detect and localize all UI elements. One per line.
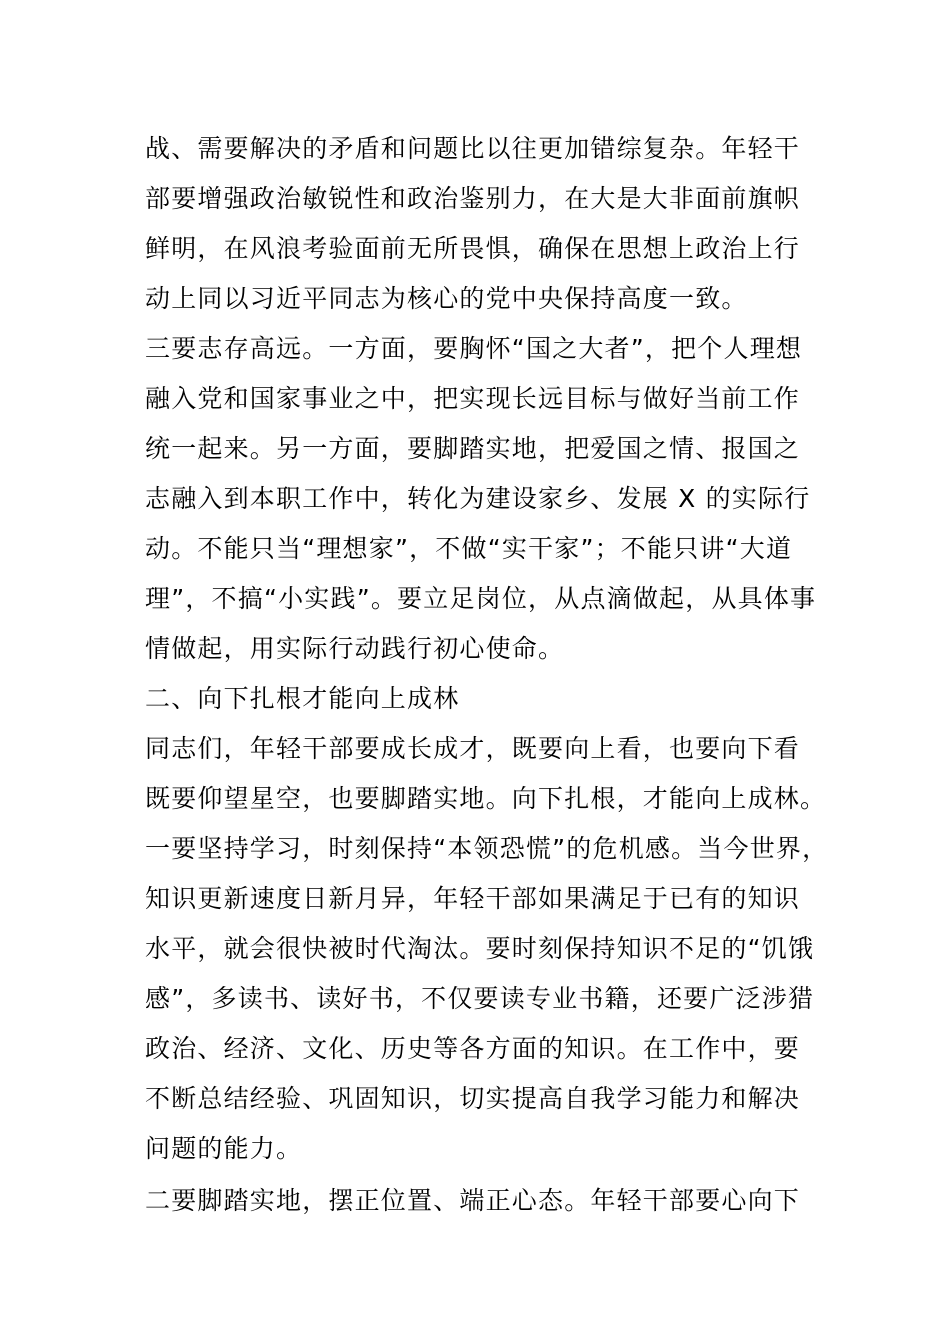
text-line: 统一起来。另一方面，要脚踏实地，把爱国之情、报国之 — [145, 434, 801, 463]
text-line: 鲜明，在风浪考验面前无所畏惧，确保在思想上政治上行 — [145, 234, 801, 263]
text-line: 情做起，用实际行动践行初心使命。 — [145, 634, 565, 663]
text-line: 志融入到本职工作中，转化为建设家乡、发展 X 的实际行 — [145, 484, 811, 513]
text-line: 政治、经济、文化、历史等各方面的知识。在工作中，要 — [145, 1034, 801, 1063]
text-line: 三要志存高远。一方面，要胸怀“国之大者”，把个人理想 — [145, 334, 803, 363]
text-line: 既要仰望星空，也要脚踏实地。向下扎根，才能向上成林。 — [145, 784, 827, 813]
section-heading: 二、向下扎根才能向上成林 — [145, 684, 460, 713]
text-line: 二要脚踏实地，摆正位置、端正心态。年轻干部要心向下 — [145, 1186, 801, 1215]
text-line: 不断总结经验、巩固知识，切实提高自我学习能力和解决 — [145, 1084, 801, 1113]
text-line: 战、需要解决的矛盾和问题比以往更加错综复杂。年轻干 — [145, 134, 801, 163]
text-line: 部要增强政治敏锐性和政治鉴别力，在大是大非面前旗帜 — [145, 184, 801, 213]
text-line: 理”，不搞“小实践”。要立足岗位，从点滴做起，从具体事 — [145, 584, 817, 613]
text-line: 动上同以习近平同志为核心的党中央保持高度一致。 — [145, 284, 748, 313]
text-line: 感”，多读书、读好书，不仅要读专业书籍，还要广泛涉猎 — [145, 984, 815, 1013]
text-line: 一要坚持学习，时刻保持“本领恐慌”的危机感。当今世界， — [145, 834, 829, 863]
text-line: 融入党和国家事业之中，把实现长远目标与做好当前工作 — [145, 384, 801, 413]
body-text — [145, 124, 845, 1226]
text-line: 知识更新速度日新月异，年轻干部如果满足于已有的知识 — [145, 884, 801, 913]
text-line: 同志们，年轻干部要成长成才，既要向上看，也要向下看 — [145, 734, 801, 763]
text-line: 问题的能力。 — [145, 1134, 303, 1163]
text-line: 动。不能只当“理想家”，不做“实干家”；不能只讲“大道 — [145, 534, 793, 563]
text-line: 水平，就会很快被时代淘汰。要时刻保持知识不足的“饥饿 — [145, 934, 815, 963]
